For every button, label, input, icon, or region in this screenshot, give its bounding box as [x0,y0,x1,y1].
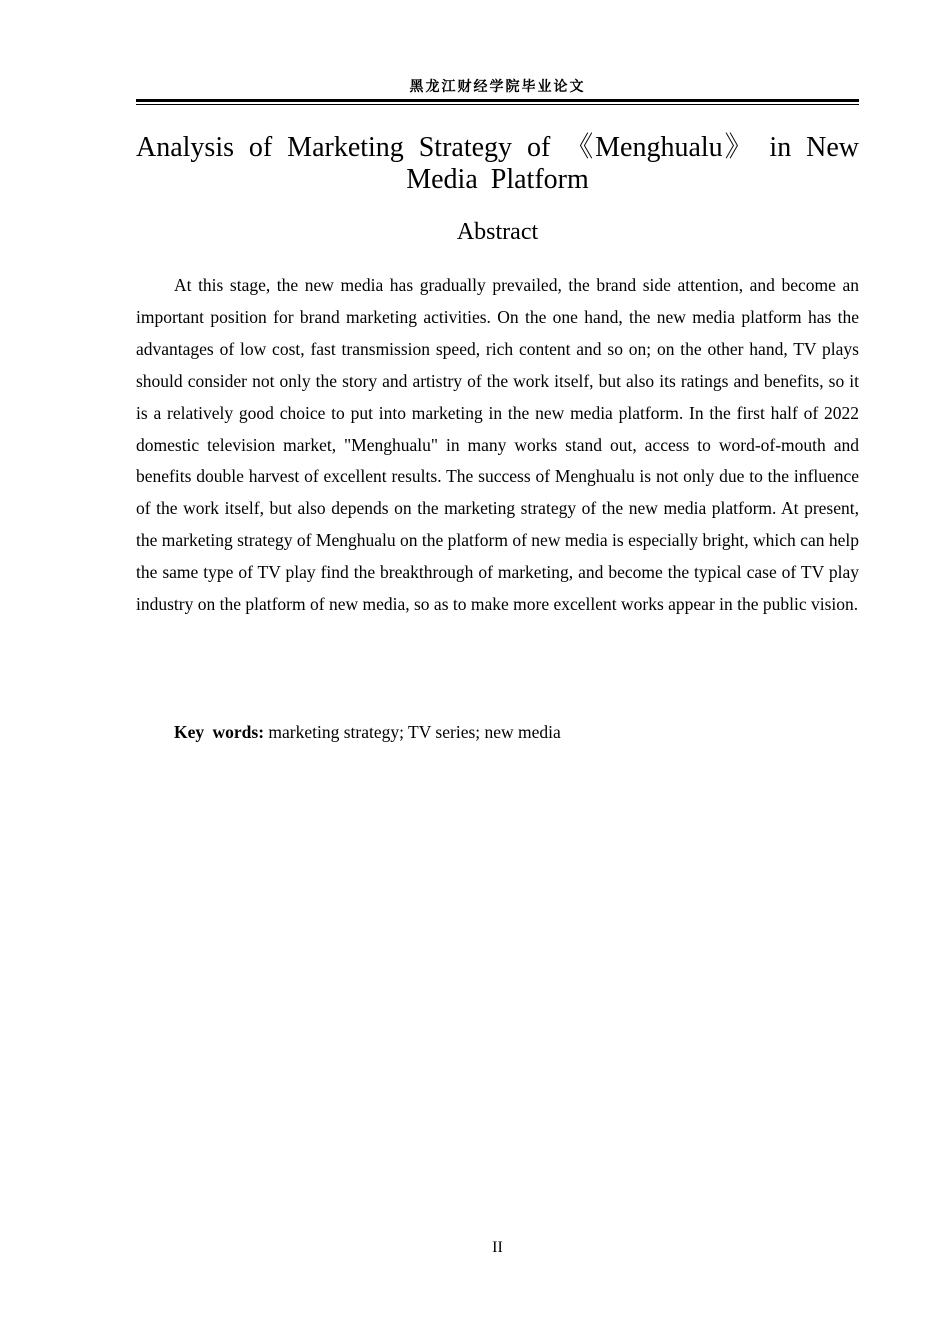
document-page [136,0,859,1344]
header-rule-thick [136,99,859,102]
keywords-text: marketing strategy; TV series; new media [264,722,561,742]
abstract-heading: Abstract [456,219,539,245]
running-header: 黑龙江财经学院毕业论文 [409,79,586,95]
abstract-body: At this stage, the new media has gradually prevailed, the brand side attention, and become an important position for brand marketing activities. On the one hand, the new media platform has the advantages of low cost, fast transmission speed, rich content and so on; on the other hand, TV plays should consider not only the story and artistry of the work itself, but also its ratings and benefits, so it is a relatively good choice to put into marketing in the new media platform. In the first half of 2022 domestic television market, "Menghualu" in many works stand out, access to word-of-mouth and benefits double harvest of excellent results. The success of Menghualu is not only due to the influence of the work itself, but also depends on the marketing strategy of the new media platform. At present, the marketing strategy of Menghualu on the platform of new media is especially bright, which can help the same type of TV play find the breakthrough of marketing, and become the typical case of TV play industry on the platform of new media, so as to make more excellent works appear in the public vision. [136,275,859,615]
paper-title: Analysis of Marketing Strategy of 《Menghualu》 in New Media Platform [136,132,859,195]
page-number: II [492,1239,503,1256]
keywords-line [174,718,859,746]
header-rule-thin [136,104,859,105]
keywords-label: Key words: [174,722,265,742]
